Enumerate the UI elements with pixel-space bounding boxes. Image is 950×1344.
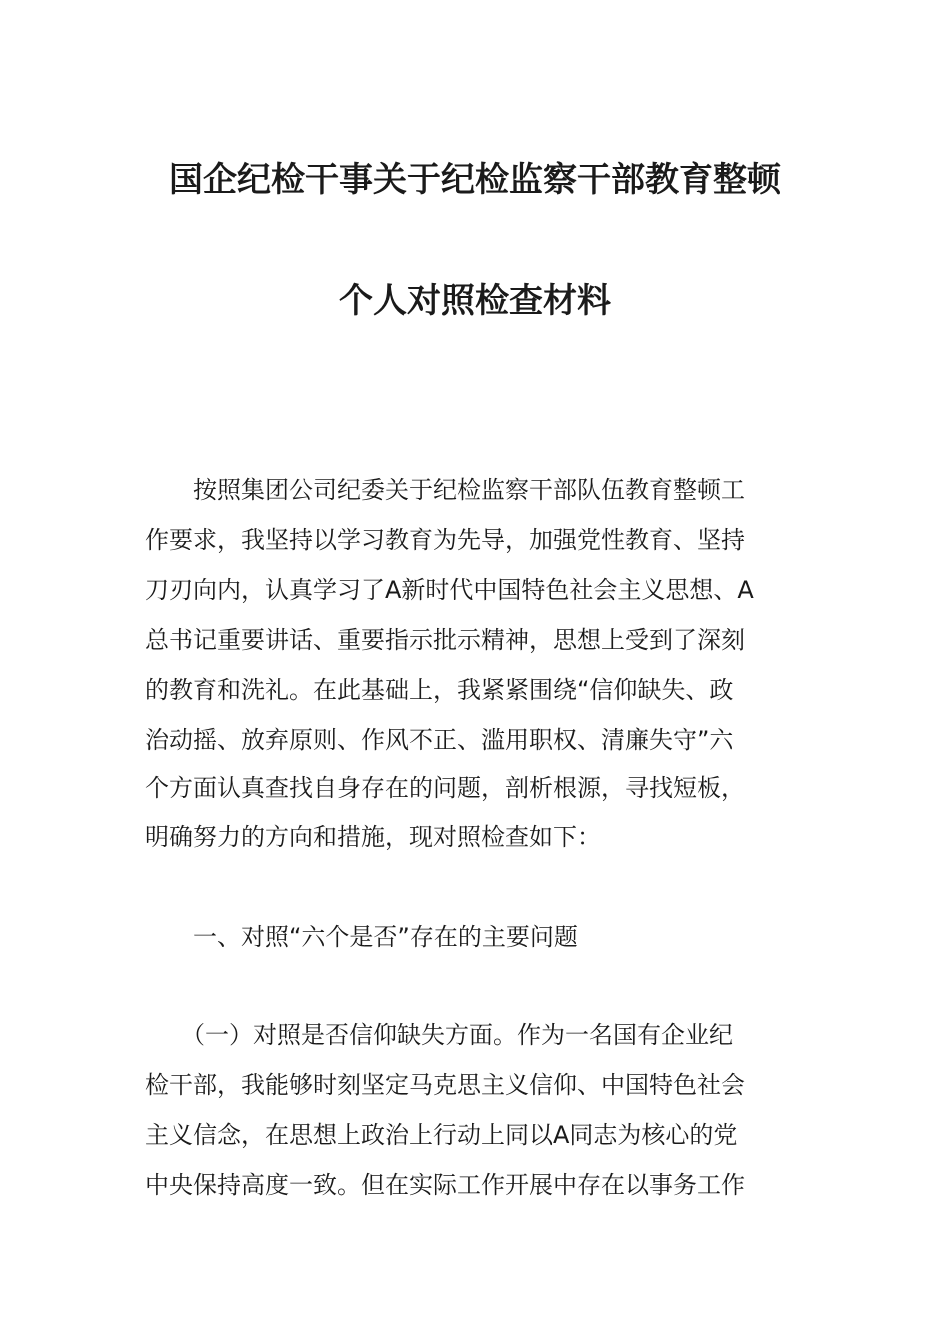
section-heading: 一、对照“六个是否”存在的主要问题: [145, 923, 578, 951]
document-title-line-1: 国企纪检干事关于纪检监察干部教育整顿: [169, 160, 781, 200]
paragraph-line: 治动摇、放弃原则、作风不正、滥用职权、清廉失守”六: [145, 726, 734, 754]
paragraph-line: 个方面认真查找自身存在的问题，剖析根源，寻找短板，: [145, 774, 745, 802]
paragraph-line: （一）对照是否信仰缺失方面。作为一名国有企业纪: [145, 1021, 733, 1049]
paragraph-line: 按照集团公司纪委关于纪检监察干部队伍教育整顿工: [145, 476, 745, 504]
document-title-line-2: 个人对照检查材料: [339, 281, 611, 321]
paragraph-line: 刀刃向内，认真学习了A新时代中国特色社会主义思想、A: [145, 576, 754, 604]
paragraph-line: 的教育和洗礼。在此基础上，我紧紧围绕“信仰缺失、政: [145, 676, 734, 704]
paragraph-line: 明确努力的方向和措施，现对照检查如下：: [145, 823, 601, 851]
paragraph-line: 总书记重要讲话、重要指示批示精神，思想上受到了深刻: [145, 626, 745, 654]
paragraph-line: 主义信念，在思想上政治上行动上同以A同志为核心的党: [145, 1121, 738, 1149]
paragraph-line: 检干部，我能够时刻坚定马克思主义信仰、中国特色社会: [145, 1071, 745, 1099]
paragraph-line: 作要求，我坚持以学习教育为先导，加强党性教育、坚持: [145, 526, 745, 554]
paragraph-line: 中央保持高度一致。但在实际工作开展中存在以事务工作: [145, 1171, 745, 1199]
